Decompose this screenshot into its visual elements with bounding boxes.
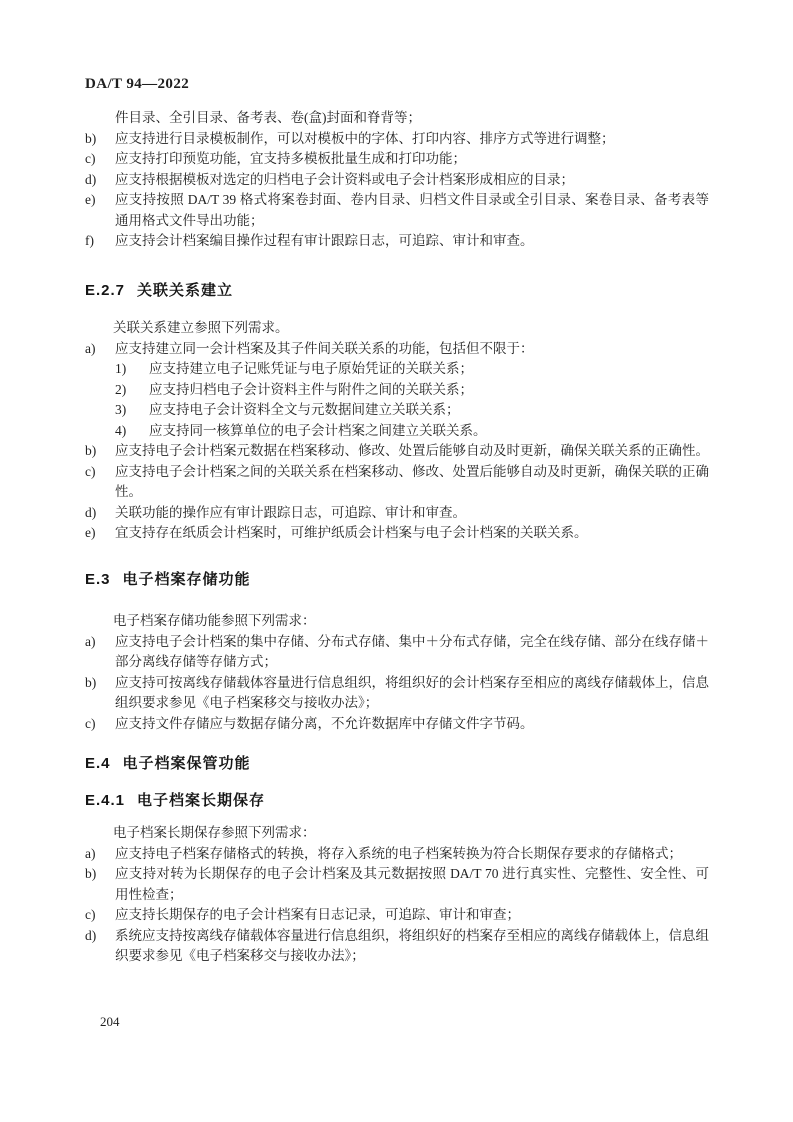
list-item-label: b) <box>85 866 97 881</box>
list-item-label: a) <box>85 845 96 861</box>
list-item <box>85 632 709 673</box>
sub-list-item <box>115 400 709 421</box>
section-intro-paragraph: 电子档案存储功能参照下列需求： <box>113 613 316 628</box>
list-item-label: c) <box>85 907 96 922</box>
list-item-text: 应支持电子会计档案的集中存储、分布式存储、集中＋分布式存储，完全在线存储、部分在线存储＋部分离线存储等存储方式； <box>115 633 709 669</box>
list-item-label: a) <box>85 633 96 649</box>
list-item <box>85 926 709 967</box>
sub-list-item <box>115 421 709 442</box>
sub-list-item-label: 3) <box>115 402 127 417</box>
list-item-text: 应支持电子会计档案元数据在档案移动、修改、处置后能够自动及时更新，确保关联关系的正确性。 <box>115 443 709 458</box>
list-item-text: 应支持对转为长期保存的电子会计档案及其元数据按照 DA/T 70 进行真实性、完整性、安全性、可用性检查； <box>115 866 709 902</box>
list-item-text: 宜支持存在纸质会计档案时，可维护纸质会计档案与电子会计档案的关联关系。 <box>115 525 588 540</box>
list-item-label: e) <box>85 525 96 540</box>
section-intro-paragraph: 关联关系建立参照下列需求。 <box>113 320 289 335</box>
list-item-label: d) <box>85 504 97 520</box>
list-item-label: e) <box>85 192 96 207</box>
list-item <box>85 503 709 524</box>
list-item <box>85 905 709 926</box>
list-item-label: a) <box>85 340 96 356</box>
section-title: 电子档案保管功能 <box>122 755 251 772</box>
section-title: 电子档案长期保存 <box>137 791 266 809</box>
page-number: 204 <box>100 1014 120 1029</box>
list-item-body <box>115 339 709 442</box>
list-item-text: 应支持电子档案存储格式的转换，将存入系统的电子档案转换为符合长期保存要求的存储格式； <box>115 845 682 861</box>
section-number: E.3 <box>85 570 111 588</box>
list-item <box>85 523 709 544</box>
page-content <box>85 108 709 967</box>
list-item <box>85 129 709 150</box>
sub-list-item-text: 应支持同一核算单位的电子会计档案之间建立关联关系。 <box>149 422 487 438</box>
list-item-text: 应支持进行目录模板制作，可以对模板中的字体、打印内容、排序方式等进行调整； <box>115 130 615 146</box>
list-item-text: 应支持电子会计档案之间的关联关系在档案移动、修改、处置后能够自动及时更新，确保关联的正确性。 <box>115 463 709 499</box>
list-item <box>85 714 709 735</box>
section-number: E.2.7 <box>85 281 126 299</box>
section-heading-e41 <box>85 791 709 812</box>
section-title: 关联关系建立 <box>137 281 234 299</box>
sub-list-item <box>115 380 709 401</box>
sub-list-item-label: 2) <box>115 381 127 397</box>
section-heading-e3 <box>85 570 709 591</box>
list-item <box>85 190 709 231</box>
sub-list-item-text: 应支持建立电子记账凭证与电子原始凭证的关联关系； <box>149 361 473 376</box>
list-item-text: 应支持根据模板对选定的归档电子会计资料或电子会计档案形成相应的目录； <box>115 171 574 187</box>
list-item-label: d) <box>85 171 97 187</box>
list-item-text: 应支持打印预览功能，宜支持多模板批量生成和打印功能； <box>115 151 466 166</box>
sub-list-item-text: 应支持电子会计资料全文与元数据间建立关联关系； <box>149 402 460 417</box>
standard-code: DA/T 94—2022 <box>85 76 190 92</box>
section-number: E.4 <box>85 755 111 772</box>
section-number: E.4.1 <box>85 791 126 809</box>
continuation-line: 件目录、全引目录、备考表、卷(盒)封面和脊背等； <box>115 110 421 125</box>
list-item-text: 应支持会计档案编目操作过程有审计跟踪日志，可追踪、审计和审查。 <box>115 233 534 248</box>
section-title: 电子档案存储功能 <box>122 570 251 588</box>
list-item-text: 应支持文件存储应与数据存储分离，不允许数据库中存储文件字节码。 <box>115 715 534 731</box>
list-item <box>85 462 709 503</box>
list-item-label: b) <box>85 674 97 690</box>
list-item-label: c) <box>85 715 96 731</box>
list-item-label: b) <box>85 443 97 458</box>
list-item-label: f) <box>85 233 94 248</box>
list-item-label: c) <box>85 463 96 479</box>
list-item-label: d) <box>85 927 97 943</box>
sub-list-item <box>115 359 709 380</box>
list-item-text: 应支持可按离线存储载体容量进行信息组织，将组织好的会计档案存至相应的离线存储载体上，信息组织要求参见《电子档案移交与接收办法》； <box>115 674 709 710</box>
sub-list-item-label: 1) <box>115 361 127 376</box>
section-intro-paragraph: 电子档案长期保存参照下列需求： <box>113 825 316 840</box>
list-item <box>85 170 709 191</box>
list-item <box>85 441 709 462</box>
section-heading-e4 <box>85 754 709 775</box>
list-item <box>85 673 709 714</box>
sub-list-item-label: 4) <box>115 422 127 438</box>
list-item-text: 应支持按照 DA/T 39 格式将案卷封面、卷内目录、归档文件目录或全引目录、案卷目录、备考表等通用格式文件导出功能； <box>115 192 709 228</box>
list-item-text: 关联功能的操作应有审计跟踪日志，可追踪、审计和审查。 <box>115 504 466 520</box>
list-item <box>85 844 709 865</box>
sub-list-item-text: 应支持归档电子会计资料主件与附件之间的关联关系； <box>149 381 473 397</box>
list-item <box>85 339 709 442</box>
list-item <box>85 149 709 170</box>
list-item-text: 应支持建立同一会计档案及其子件间关联关系的功能，包括但不限于： <box>115 340 534 356</box>
list-item-label: b) <box>85 130 97 146</box>
list-item <box>85 231 709 252</box>
section-heading-e27 <box>85 281 709 302</box>
list-item <box>85 864 709 905</box>
list-item-text: 系统应支持按离线存储载体容量进行信息组织，将组织好的档案存至相应的离线存储载体上，信息组织要求参见《电子档案移交与接收办法》； <box>115 927 709 963</box>
list-item-text: 应支持长期保存的电子会计档案有日志记录，可追踪、审计和审查； <box>115 907 520 922</box>
list-item-label: c) <box>85 151 96 166</box>
